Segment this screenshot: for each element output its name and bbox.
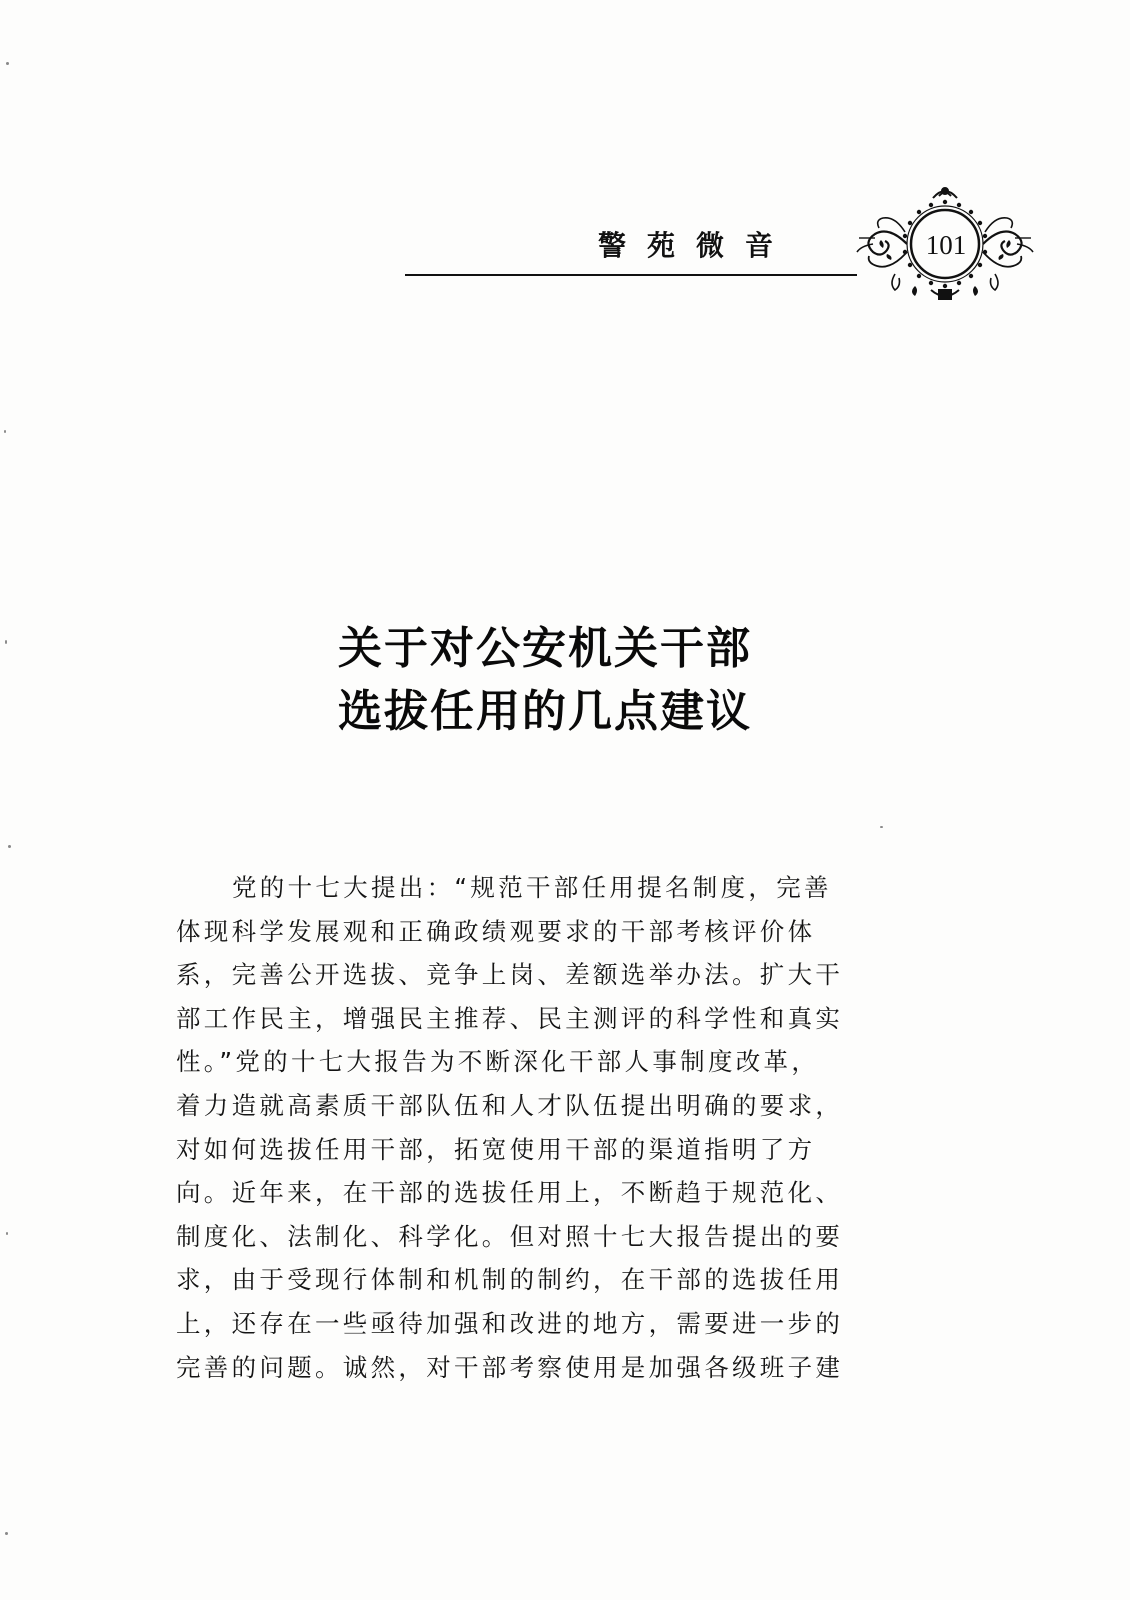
body-line: 对如何选拔任用干部，拓宽使用干部的渠道指明了方	[176, 1134, 816, 1164]
scan-speck	[4, 430, 6, 433]
body-line: 求，由于受现行体制和机制的制约，在干部的选拔任用	[176, 1265, 844, 1295]
body-line: 党的十七大提出：“规范干部任用提名制度，完善	[232, 873, 832, 902]
body-line: 上，还存在一些亟待加强和改进的地方，需要进一步的	[176, 1308, 844, 1338]
scan-speck	[6, 1232, 8, 1235]
body-line: 向。近年来，在干部的选拔任用上，不断趋于规范化、	[176, 1178, 844, 1208]
running-header-title: 警苑微音	[598, 229, 795, 262]
body-line: 性。”党的十七大报告为不断深化干部人事制度改革，	[176, 1047, 820, 1077]
page-number: 101	[925, 230, 967, 260]
article-title-line-2: 选拔任用的几点建议	[338, 686, 752, 737]
scan-speck	[5, 1532, 8, 1535]
body-line: 系，完善公开选拔、竞争上岗、差额选举办法。扩大干	[176, 960, 844, 990]
scan-speck	[5, 640, 7, 644]
article-title-line-1: 关于对公安机关干部	[338, 623, 752, 674]
scan-speck	[880, 826, 883, 828]
article-title	[220, 617, 870, 743]
header-rule	[405, 274, 857, 276]
scan-speck	[6, 62, 9, 65]
body-line: 完善的问题。诚然，对干部考察使用是加强各级班子建	[176, 1352, 844, 1382]
body-line: 制度化、法制化、科学化。但对照十七大报告提出的要	[176, 1221, 844, 1251]
body-line: 部工作民主，增强民主推荐、民主测评的科学性和真实	[176, 1003, 844, 1033]
body-line: 体现科学发展观和正确政绩观要求的干部考核评价体	[176, 916, 816, 946]
article-body	[176, 866, 896, 1389]
scan-speck	[8, 845, 11, 848]
body-line: 着力造就高素质干部队伍和人才队伍提出明确的要求，	[176, 1090, 844, 1120]
